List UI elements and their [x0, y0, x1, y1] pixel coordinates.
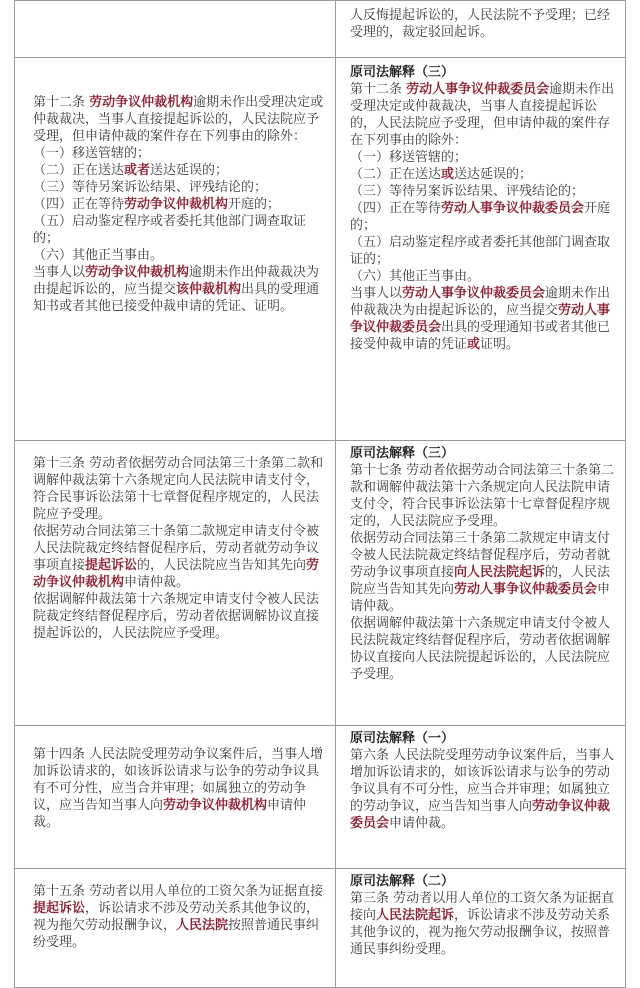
text-run: 逾期未作出受理决定或仲裁裁决，当事人直接提起诉讼的，人民法院应予受理，但申请仲裁的案件存在下列事由的除外：	[350, 82, 615, 148]
original-provision-cell	[336, 869, 626, 988]
text-run: ，诉讼请求不涉及劳动关系其他争议的，视为拖欠劳动报酬争议，按照普通民事纠纷受理。	[350, 908, 611, 957]
text-run: 依据调解仲裁法第十六条规定申请支付令被人民法院裁定终结督促程序后，劳动者依据调解协议直接提起诉讼的，人民法院应予受理。	[33, 592, 320, 641]
provision-paragraph	[33, 145, 325, 162]
section-heading	[350, 730, 615, 747]
highlighted-term: 或	[467, 337, 481, 352]
table-row	[15, 441, 626, 726]
text-run: （五）启动鉴定程序或者委托其他部门调查取证的；	[350, 235, 611, 267]
highlighted-term: 人民法院起诉	[376, 908, 455, 923]
text-run: 人反悔提起诉讼的，人民法院不予受理；已经受理的，裁定驳回起诉。	[350, 8, 611, 40]
text-run: 的，人民法院应当告知其先向	[137, 558, 307, 573]
table-row	[15, 1, 626, 58]
text-run: 出具的受理通知书或者其他已接受仲裁申请的凭证	[350, 320, 611, 352]
original-provision-cell	[336, 726, 626, 869]
text-run: （三）等待另案诉讼结果、评残结论的；	[350, 184, 585, 199]
provision-paragraph	[350, 530, 615, 615]
highlighted-term: 劳动争议仲裁机构	[33, 558, 320, 590]
highlighted-term: 劳动争议仲裁机构	[163, 798, 268, 813]
text-run: （二）正在送达	[33, 163, 125, 178]
text-run: 证明。	[480, 337, 520, 352]
text-run: 依据劳动合同法第三十条第二款规定申请支付令被人民法院裁定终结督促程序后，劳动者就劳动争议事项直接	[350, 531, 611, 580]
section-heading	[350, 64, 615, 81]
text-run: 申请仲裁。	[33, 798, 307, 830]
provision-paragraph	[33, 883, 325, 951]
provision-paragraph	[33, 247, 325, 264]
text-run: 按照普通民事纠纷受理。	[33, 918, 320, 950]
highlighted-term: 人民法院	[176, 918, 229, 933]
highlighted-term: 劳动人事争议仲裁委员会	[406, 82, 550, 97]
text-run: 原司法解释（一）	[350, 731, 455, 746]
text-run: 原司法解释（三）	[350, 446, 455, 461]
text-run: 第十七条 劳动者依据劳动合同法第三十条第二款和调解仲裁法第十六条规定向人民法院申请支付令，符合民事诉讼法第十七章督促程序规定的，人民法院应予受理。	[350, 463, 615, 529]
text-run: （一）移送管辖的；	[33, 146, 151, 161]
highlighted-term: 劳动争议仲裁委员会	[350, 799, 611, 831]
text-run: 出具的受理通知书或者其他已接受仲裁申请的凭证、证明。	[33, 282, 320, 314]
provision-paragraph	[33, 162, 325, 179]
provision-paragraph	[350, 890, 615, 958]
text-run: 逾期未作出仲裁裁决为由提起诉讼的，应当提交	[350, 286, 611, 318]
text-run: 第三条 劳动者以用人单位的工资欠条为证据直接向	[350, 891, 615, 923]
provision-paragraph	[350, 183, 615, 200]
provision-paragraph	[33, 455, 325, 523]
highlighted-term: 或	[441, 167, 455, 182]
text-run: 第十二条	[350, 82, 407, 97]
text-run: 当事人以	[350, 286, 403, 301]
text-run: 申请仲裁。	[389, 816, 455, 831]
text-run: 开庭的；	[228, 197, 281, 212]
provision-paragraph	[33, 523, 325, 591]
provision-paragraph	[33, 196, 325, 213]
text-run: （六）其他正当事由。	[350, 269, 481, 284]
text-run: 当事人以	[33, 265, 86, 280]
provision-paragraph	[33, 264, 325, 315]
text-run: 开庭的；	[350, 201, 611, 233]
new-provision-cell	[15, 726, 336, 869]
provision-paragraph	[350, 285, 615, 353]
text-run: （四）正在等待	[33, 197, 125, 212]
provision-paragraph	[33, 591, 325, 642]
text-run: 原司法解释（三）	[350, 65, 455, 80]
highlighted-term: 或者	[124, 163, 151, 178]
provision-paragraph	[350, 81, 615, 149]
new-provision-cell	[15, 1, 336, 58]
text-run: 原司法解释（二）	[350, 874, 455, 889]
highlighted-term: 提起诉讼	[33, 901, 86, 916]
section-heading	[350, 445, 615, 462]
original-provision-cell	[336, 58, 626, 441]
text-run: （六）其他正当事由。	[33, 248, 164, 263]
table-row	[15, 58, 626, 441]
table-row	[15, 869, 626, 988]
text-run: （四）正在等待	[350, 201, 442, 216]
provision-paragraph	[350, 462, 615, 530]
provision-paragraph	[350, 166, 615, 183]
highlighted-term: 劳动人事争议仲裁委员会	[350, 303, 611, 335]
original-provision-cell	[336, 1, 626, 58]
new-provision-cell	[15, 58, 336, 441]
text-run: （一）移送管辖的；	[350, 150, 468, 165]
provision-paragraph	[33, 179, 325, 196]
new-provision-cell	[15, 869, 336, 988]
text-run: 第十二条	[33, 95, 90, 110]
text-run: 送达延误的；	[150, 163, 229, 178]
highlighted-term: 劳动争议仲裁机构	[124, 197, 229, 212]
provision-paragraph	[33, 94, 325, 145]
provision-paragraph	[350, 234, 615, 268]
comparison-table	[14, 0, 626, 988]
text-run: 申请仲裁。	[124, 575, 190, 590]
text-run: （二）正在送达	[350, 167, 442, 182]
text-run: （五）启动鉴定程序或者委托其他部门调查取证的；	[33, 214, 307, 246]
text-run: 依据调解仲裁法第十六条规定申请支付令被人民法院裁定终结督促程序后，劳动者依据调解协议直接向人民法院提起诉讼的，人民法院应予受理。	[350, 616, 611, 682]
provision-paragraph	[33, 213, 325, 247]
section-heading	[350, 873, 615, 890]
provision-paragraph	[350, 615, 615, 683]
text-run: 送达延误的；	[454, 167, 533, 182]
provision-paragraph	[350, 268, 615, 285]
text-run: 申请仲裁。	[350, 582, 611, 614]
provision-paragraph	[350, 7, 615, 41]
highlighted-term: 劳动人事争议仲裁委员会	[441, 201, 585, 216]
original-provision-cell	[336, 441, 626, 726]
provision-paragraph	[350, 747, 615, 832]
text-run: ，诉讼请求不涉及劳动关系其他争议的，视为拖欠劳动报酬争议，	[33, 901, 320, 933]
highlighted-term: 劳动争议仲裁机构	[85, 265, 190, 280]
highlighted-term: 该仲裁机构	[176, 282, 242, 297]
provision-paragraph	[33, 746, 325, 831]
highlighted-term: 劳动争议仲裁机构	[89, 95, 194, 110]
text-run: 依据劳动合同法第三十条第二款规定申请支付令被人民法院裁定终结督促程序后，劳动者就劳动争议事项直接	[33, 524, 320, 573]
table-row	[15, 726, 626, 869]
text-run: 逾期未作出受理决定或仲裁裁决，当事人直接提起诉讼的，人民法院应予受理，但申请仲裁的案件存在下列事由的除外：	[33, 95, 324, 144]
new-provision-cell	[15, 441, 336, 726]
text-run: 第十四条 人民法院受理劳动争议案件后，当事人增加诉讼请求的，如该诉讼请求与讼争的劳动争议具有不可分性，应当合并审理；如属独立的劳动争议，应当告知当事人向	[33, 747, 324, 813]
highlighted-term: 劳动人事争议仲裁委员会	[402, 286, 546, 301]
text-run: 第十三条 劳动者依据劳动合同法第三十条第二款和调解仲裁法第十六条规定向人民法院申请支付令，符合民事诉讼法第十七章督促程序规定的，人民法院应予受理。	[33, 456, 324, 522]
highlighted-term: 劳动人事争议仲裁委员会	[454, 582, 598, 597]
text-run: 第六条 人民法院受理劳动争议案件后，当事人增加诉讼请求的，如该诉讼请求与讼争的劳动争议具有不可分性，应当合并审理；如属独立的劳动争议，应当告知当事人向	[350, 748, 615, 814]
highlighted-term: 提起诉讼	[85, 558, 138, 573]
provision-paragraph	[350, 149, 615, 166]
text-run: 逾期未作出仲裁裁决为由提起诉讼的，应当提交	[33, 265, 320, 297]
text-run: 的，人民法院应当告知其先向	[350, 565, 611, 597]
text-run: 第十五条 劳动者以用人单位的工资欠条为证据直接	[33, 884, 324, 899]
provision-paragraph	[350, 200, 615, 234]
highlighted-term: 向人民法院起诉	[454, 565, 546, 580]
text-run: （三）等待另案诉讼结果、评残结论的；	[33, 180, 268, 195]
